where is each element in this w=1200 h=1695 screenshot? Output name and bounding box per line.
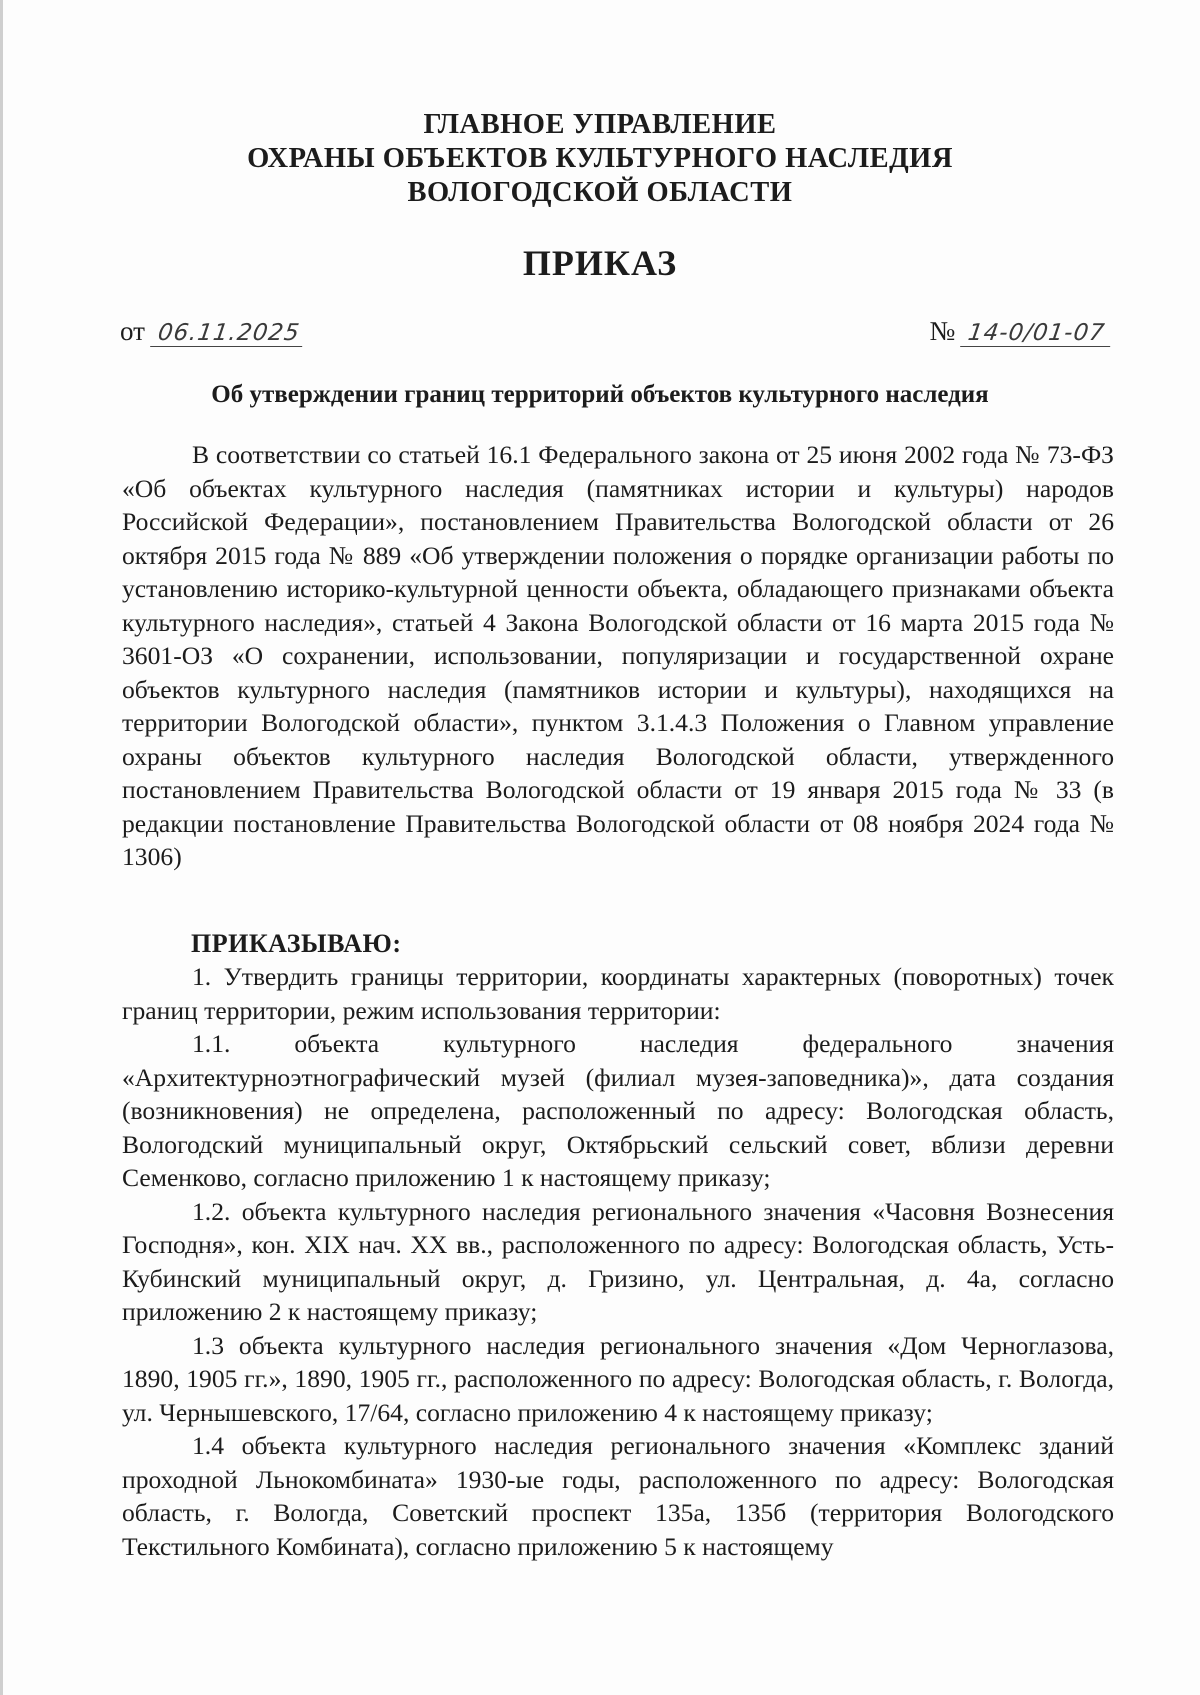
decree-items — [122, 960, 1114, 1563]
header-line-3: ВОЛОГОДСКОЙ ОБЛАСТИ — [407, 177, 793, 208]
header-line-1: ГЛАВНОЕ УПРАВЛЕНИЕ — [423, 109, 777, 140]
preamble — [122, 438, 1114, 874]
decree-item-1-2: 1.2. объекта культурного наследия регионального значения «Часовня Вознесения Господня», кон. XIX нач. XX вв., расположенного по адресу: Вологодская область, Усть-Кубинский муниципальный округ, д. Гризино, ул. Центральная, д. 4а, согласно приложению 2 к настоящему приказу; — [122, 1196, 1114, 1326]
decree-item-1: 1. Утвердить границы территории, координаты характерных (поворотных) точек границ территории, режим использования территории: — [122, 962, 1114, 1025]
order-date-prefix: от — [120, 316, 145, 346]
order-subject: Об утверждении границ территорий объектов культурного наследия — [211, 381, 989, 408]
order-date — [120, 316, 304, 347]
order-number — [929, 316, 1112, 347]
decree-item-1-4: 1.4 объекта культурного наследия регионального значения «Комплекс зданий проходной Льнокомбината» 1930-ые годы, расположенного по адресу: Вологодская область, г. Вологда, Советский проспект 135а, 135б (территория Вологодского Текстильного Комбината), согласно приложению 5 к настоящему — [122, 1431, 1114, 1561]
header-line-2: ОХРАНЫ ОБЪЕКТОВ КУЛЬТУРНОГО НАСЛЕДИЯ — [247, 143, 953, 174]
order-number-prefix: № — [929, 316, 956, 346]
preamble-paragraph: В соответствии со статьей 16.1 Федерального закона от 25 июня 2002 года № 73-ФЗ «Об объектах культурного наследия (памятниках истории и культуры) народов Российской Федерации», постановлением Правительства Вологодской области от 26 октября 2015 года № 889 «Об утверждении положения о порядке организации работы по установлению историко-культурной ценности объекта, обладающего признаками объекта культурного наследия», статьей 4 Закона Вологодской области от 16 марта 2015 года № 3601-ОЗ «О сохранении, использовании, популяризации и государственной охране объектов культурного наследия (памятников истории и культуры), находящихся на территории Вологодской области», пунктом 3.1.4.3 Положения о Главном управление охраны объектов культурного наследия Вологодской области, утвержденного постановлением Правительства Вологодской области от 19 января 2015 года № 33 (в редакции постановление Правительства Вологодской области от 08 ноября 2024 года № 1306) — [122, 440, 1114, 871]
agency-header — [0, 108, 1200, 210]
decree-item-1-1: 1.1. объекта культурного наследия федерального значения «Архитектурноэтнографический музей (филиал музея-заповедника)», дата создания (возникновения) не определена, расположенный по адресу: Вологодская область, Вологодский муниципальный округ, Октябрьский сельский совет, вблизи деревни Семенково, согласно приложению 1 к настоящему приказу; — [122, 1029, 1114, 1192]
decree-word: ПРИКАЗЫВАЮ: — [191, 929, 402, 958]
order-number-value: 14-0/01-07 — [960, 320, 1114, 347]
order-date-value: 06.11.2025 — [150, 320, 306, 347]
document-title: ПРИКАЗ — [522, 243, 678, 283]
decree-item-1-3: 1.3 объекта культурного наследия регионального значения «Дом Черноглазова, 1890, 1905 гг.», 1890, 1905 гг., расположенного по адресу: Вологодская область, г. Вологда, ул. Чернышевского, 17/64, согласно приложению 4 к настоящему приказу; — [122, 1330, 1114, 1427]
